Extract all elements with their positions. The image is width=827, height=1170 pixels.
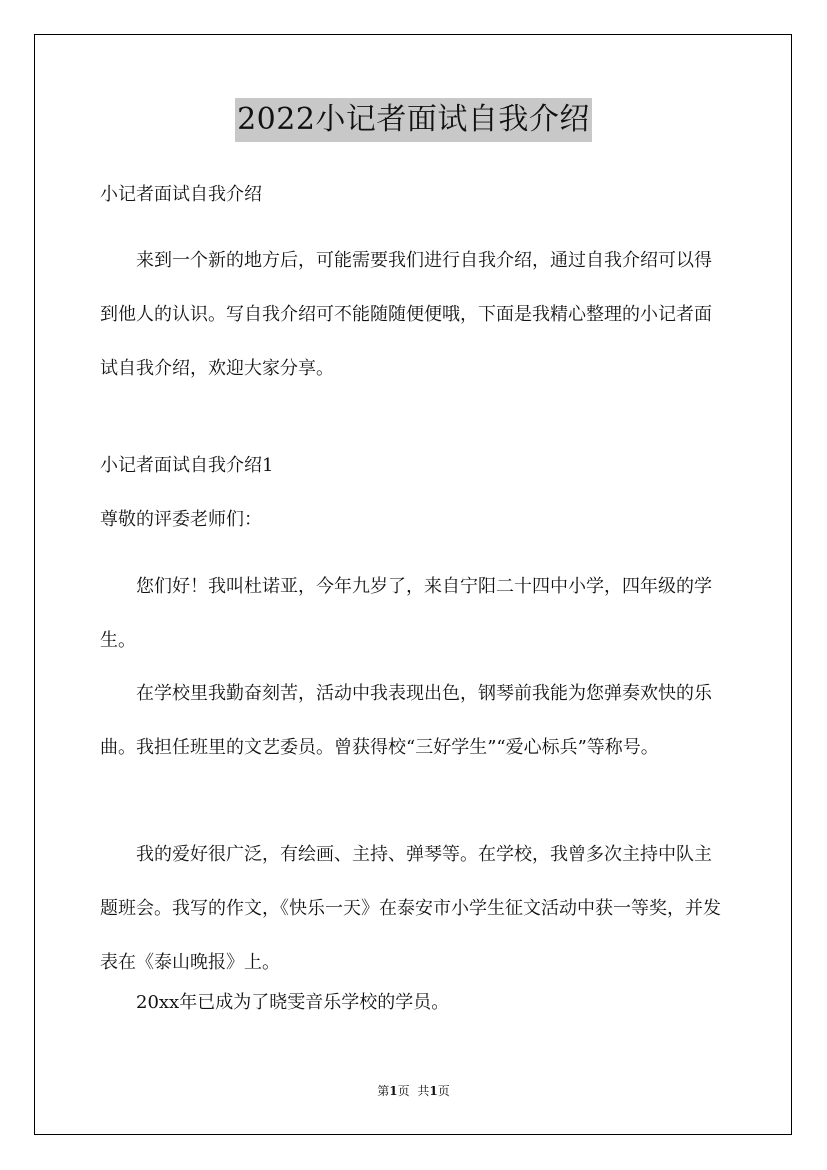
salutation: 尊敬的评委老师们：: [100, 509, 262, 530]
footer-total-prefix: 共: [417, 1084, 430, 1098]
footer-page-suffix: 页: [397, 1084, 410, 1098]
paragraph-greeting: 您们好！我叫杜诺亚，今年九岁了，来自宁阳二十四中小学，四年级的学生。: [100, 576, 712, 651]
paragraph-hobbies: 我的爱好很广泛，有绘画、主持、弹琴等。在学校，我曾多次主持中队主题班会。我写的作文，《快乐一天》在泰安市小学生征文活动中获一等奖，并发表在《泰山晚报》上。: [100, 844, 721, 973]
footer-page-prefix: 第: [377, 1084, 390, 1098]
footer-total-suffix: 页: [437, 1084, 450, 1098]
paragraph-music: 20xx年已成为了晓雯音乐学校的学员。: [136, 992, 450, 1013]
document-title: 2022小记者面试自我介绍: [235, 98, 592, 142]
intro-paragraph: 来到一个新的地方后，可能需要我们进行自我介绍，通过自我介绍可以得到他人的认识。写自我介绍可不能随随便便哦，下面是我精心整理的小记者面试自我介绍，欢迎大家分享。: [100, 250, 712, 379]
page-footer: [0, 1083, 827, 1099]
paragraph-school: 在学校里我勤奋刻苦，活动中我表现出色，钢琴前我能为您弹奏欢快的乐曲。我担任班里的文艺委员。曾获得校“三好学生”“爱心标兵”等称号。: [100, 683, 712, 758]
title-container: [0, 98, 827, 142]
subsection-heading: 小记者面试自我介绍1: [100, 455, 274, 476]
footer-total-number: 1: [429, 1084, 438, 1098]
section-heading: 小记者面试自我介绍: [100, 184, 262, 205]
footer-page-number: 1: [389, 1084, 398, 1098]
